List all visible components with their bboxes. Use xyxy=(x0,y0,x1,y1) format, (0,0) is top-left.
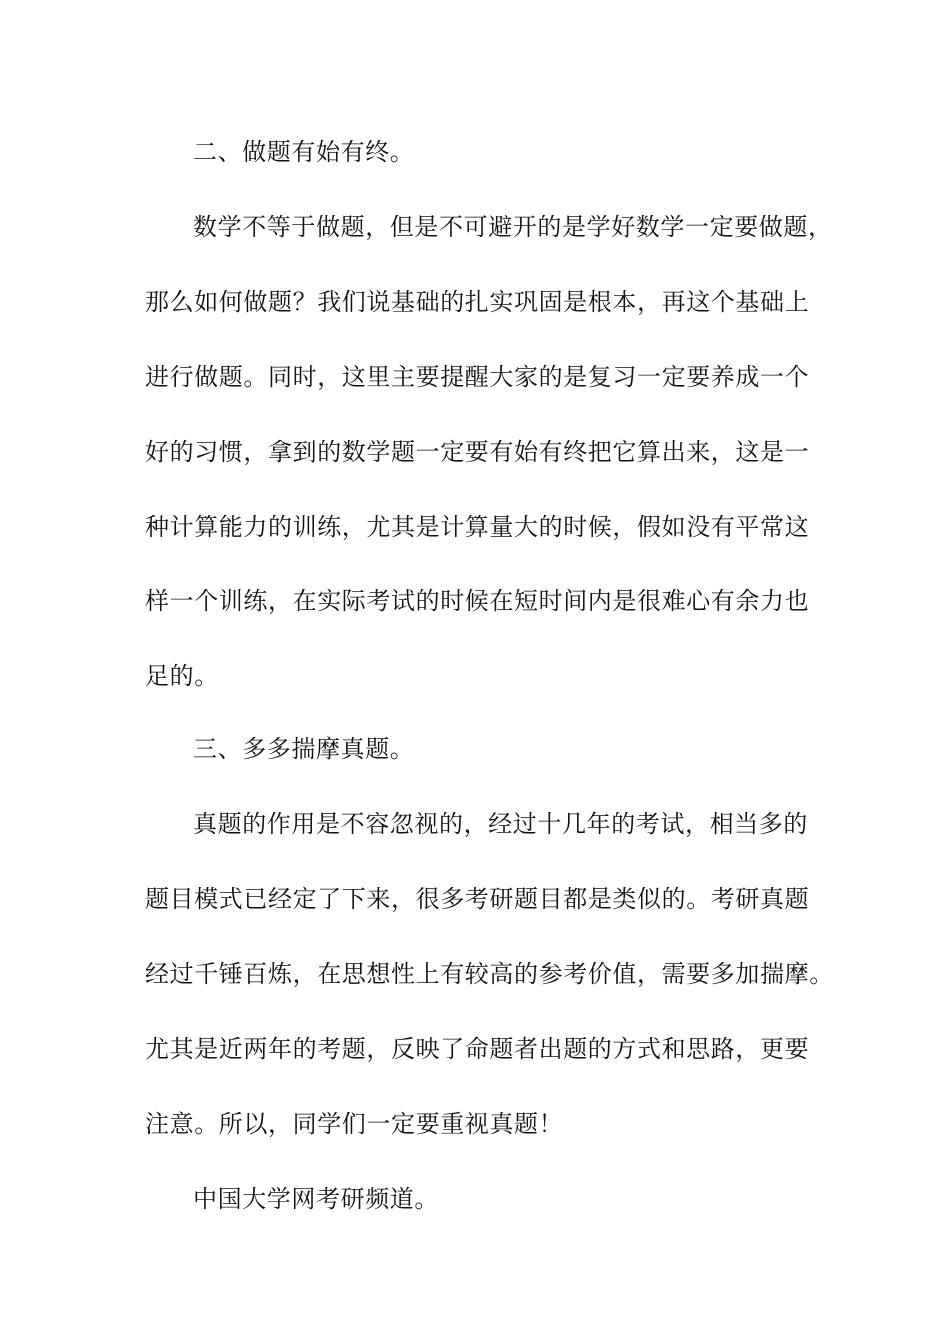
paragraph-line: 经过千锤百炼，在思想性上有较高的参考价值，需要多加揣摩。 xyxy=(145,960,834,988)
paragraph-line: 真题的作用是不容忽视的，经过十几年的考试，相当多的 xyxy=(193,810,808,838)
paragraph-line: 数学不等于做题，但是不可避开的是学好数学一定要做题， xyxy=(193,213,833,241)
paragraph-line: 题目模式已经定了下来，很多考研题目都是类似的。考研真题 xyxy=(145,885,810,913)
paragraph-line: 种计算能力的训练，尤其是计算量大的时候，假如没有平常这 xyxy=(145,513,810,541)
paragraph-line: 那么如何做题？我们说基础的扎实巩固是根本，再这个基础上 xyxy=(145,288,810,316)
paragraph-line: 注意。所以，同学们一定要重视真题！ xyxy=(145,1110,564,1138)
paragraph-line: 足的。 xyxy=(145,662,219,690)
paragraph-line: 好的习惯，拿到的数学题一定要有始有终把它算出来，这是一 xyxy=(145,438,810,466)
paragraph-line: 尤其是近两年的考题，反映了命题者出题的方式和思路，更要 xyxy=(145,1035,810,1063)
section-heading-2: 二、做题有始有终。 xyxy=(193,138,415,166)
source-line: 中国大学网考研频道。 xyxy=(193,1185,439,1213)
paragraph-line: 进行做题。同时，这里主要提醒大家的是复习一定要养成一个 xyxy=(145,363,810,391)
paragraph-line: 样一个训练，在实际考试的时候在短时间内是很难心有余力也 xyxy=(145,587,810,615)
section-heading-3: 三、多多揣摩真题。 xyxy=(193,735,415,763)
